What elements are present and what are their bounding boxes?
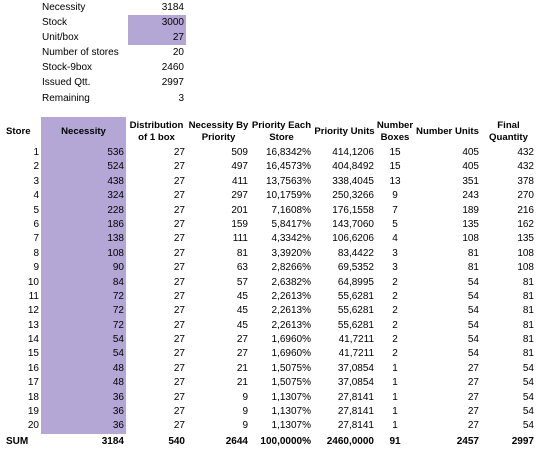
final-quantity-cell[interactable]: 54: [522, 362, 534, 374]
priority-units-cell[interactable]: 250,3266: [332, 190, 374, 202]
priority-units-cell[interactable]: 143,7060: [332, 218, 374, 230]
header-distribution[interactable]: Distribution of 1 box: [129, 119, 184, 143]
parameter-label[interactable]: Necessity: [42, 2, 86, 13]
store-cell[interactable]: 14: [27, 334, 39, 346]
necessity-cell[interactable]: 228: [41, 204, 126, 218]
necessity-by-priority-cell[interactable]: 57: [236, 276, 248, 288]
header-store[interactable]: Store: [6, 125, 31, 137]
parameter-value[interactable]: 27: [128, 30, 186, 45]
necessity-cell[interactable]: 48: [41, 362, 126, 376]
number-units-cell[interactable]: 54: [467, 290, 479, 302]
necessity-cell[interactable]: 72: [41, 304, 126, 318]
table-body: [4, 146, 536, 434]
number-boxes-cell[interactable]: 3: [392, 262, 398, 274]
final-quantity-cell[interactable]: 378: [517, 175, 534, 187]
store-cell[interactable]: 18: [27, 391, 39, 403]
sum-priority-each-store-cell[interactable]: 100,0000%: [260, 435, 311, 447]
distribution-cell[interactable]: 27: [173, 377, 185, 389]
store-cell[interactable]: 10: [27, 276, 39, 288]
priority-units-cell[interactable]: 55,6281: [337, 305, 374, 317]
necessity-cell[interactable]: 54: [41, 347, 126, 361]
priority-units-cell[interactable]: 69,5352: [337, 262, 374, 274]
sum-distribution-cell[interactable]: 540: [168, 435, 185, 447]
table-row: [4, 146, 536, 160]
number-boxes-cell[interactable]: 7: [392, 204, 398, 216]
distribution-table: [4, 117, 536, 449]
priority-units-cell[interactable]: 27,8141: [337, 391, 374, 403]
number-boxes-cell[interactable]: 2: [392, 305, 398, 317]
number-units-cell[interactable]: 54: [467, 319, 479, 331]
number-boxes-cell[interactable]: 1: [392, 406, 398, 418]
header-number-units[interactable]: Number Units: [416, 125, 479, 137]
necessity-cell[interactable]: 138: [41, 232, 126, 246]
priority-each-store-cell[interactable]: 1,5075%: [271, 377, 311, 389]
parameter-value[interactable]: 2997: [161, 77, 184, 89]
distribution-cell[interactable]: 27: [173, 305, 185, 317]
sum-number-boxes-cell[interactable]: 91: [389, 435, 401, 447]
priority-units-cell[interactable]: 55,6281: [337, 319, 374, 331]
necessity-by-priority-cell[interactable]: 21: [236, 362, 248, 374]
necessity-by-priority-cell[interactable]: 45: [236, 290, 248, 302]
necessity-by-priority-cell[interactable]: 27: [236, 334, 248, 346]
final-quantity-cell[interactable]: 81: [522, 319, 534, 331]
final-quantity-cell[interactable]: 54: [522, 377, 534, 389]
distribution-cell[interactable]: 27: [173, 190, 185, 202]
necessity-cell[interactable]: 186: [41, 218, 126, 232]
store-cell[interactable]: 3: [33, 175, 39, 187]
parameter-row: [41, 15, 187, 30]
store-cell[interactable]: 19: [27, 406, 39, 418]
number-units-cell[interactable]: 135: [462, 218, 479, 230]
necessity-by-priority-cell[interactable]: 45: [236, 305, 248, 317]
final-quantity-cell[interactable]: 108: [517, 247, 534, 259]
store-cell[interactable]: 2: [33, 161, 39, 173]
number-units-cell[interactable]: 405: [462, 161, 479, 173]
distribution-cell[interactable]: 27: [173, 334, 185, 346]
priority-units-cell[interactable]: 37,0854: [337, 377, 374, 389]
number-boxes-cell[interactable]: 15: [389, 147, 401, 158]
priority-each-store-cell[interactable]: 2,8266%: [271, 262, 311, 274]
table-row: [4, 247, 536, 261]
number-units-cell[interactable]: 27: [467, 377, 479, 389]
priority-each-store-cell[interactable]: 1,6960%: [271, 348, 311, 360]
necessity-by-priority-cell[interactable]: 9: [242, 420, 248, 432]
header-number-boxes[interactable]: Number Boxes: [376, 119, 414, 143]
priority-each-store-cell[interactable]: 5,8417%: [271, 218, 311, 230]
necessity-by-priority-cell[interactable]: 27: [236, 348, 248, 360]
number-boxes-cell[interactable]: 5: [392, 218, 398, 230]
number-boxes-cell[interactable]: 2: [392, 290, 398, 302]
priority-units-cell[interactable]: 64,8995: [337, 276, 374, 288]
necessity-by-priority-cell[interactable]: 159: [231, 218, 248, 230]
store-cell[interactable]: 20: [27, 420, 39, 432]
final-quantity-cell[interactable]: 81: [522, 290, 534, 302]
distribution-cell[interactable]: 27: [173, 175, 185, 187]
necessity-cell[interactable]: 36: [41, 419, 126, 433]
table-row: [4, 362, 536, 376]
final-quantity-cell[interactable]: 81: [522, 348, 534, 360]
necessity-by-priority-cell[interactable]: 201: [231, 204, 248, 216]
necessity-by-priority-cell[interactable]: 111: [232, 233, 248, 245]
distribution-cell[interactable]: 27: [173, 276, 185, 288]
table-row: [4, 261, 536, 275]
necessity-cell[interactable]: 72: [41, 319, 126, 333]
parameter-row: [41, 75, 187, 90]
necessity-cell[interactable]: 72: [41, 290, 126, 304]
parameters-block: [41, 0, 187, 106]
necessity-by-priority-cell[interactable]: 63: [236, 262, 248, 274]
parameter-label[interactable]: Stock: [42, 17, 68, 29]
priority-each-store-cell[interactable]: 2,2613%: [271, 290, 311, 302]
distribution-cell[interactable]: 27: [173, 362, 185, 374]
necessity-cell[interactable]: 524: [41, 160, 126, 174]
priority-each-store-cell[interactable]: 4,3342%: [271, 233, 311, 245]
necessity-by-priority-cell[interactable]: 497: [231, 161, 248, 173]
header-necessity-label: Necessity: [61, 125, 106, 137]
distribution-cell[interactable]: 27: [173, 290, 185, 302]
necessity-cell[interactable]: 48: [41, 376, 126, 390]
distribution-cell[interactable]: 27: [173, 161, 185, 173]
number-boxes-cell[interactable]: 1: [392, 391, 398, 403]
parameter-label[interactable]: Stock-9box: [42, 62, 93, 74]
distribution-cell[interactable]: 27: [173, 348, 185, 360]
priority-units-cell[interactable]: 176,1558: [332, 204, 374, 216]
priority-each-store-cell[interactable]: 1,1307%: [271, 420, 311, 432]
store-cell[interactable]: 13: [27, 319, 39, 331]
number-boxes-cell[interactable]: 1: [392, 377, 398, 389]
number-boxes-cell[interactable]: 2: [392, 334, 398, 346]
sum-store-cell[interactable]: SUM: [6, 435, 29, 447]
necessity-by-priority-cell[interactable]: 509: [231, 147, 248, 158]
header-priority-each-store[interactable]: Priority Each Store: [251, 119, 312, 143]
number-units-cell[interactable]: 27: [467, 420, 479, 432]
number-boxes-cell[interactable]: 4: [392, 233, 398, 245]
priority-each-store-cell[interactable]: 13,7563%: [265, 175, 311, 187]
priority-each-store-cell[interactable]: 1,1307%: [271, 406, 311, 418]
parameter-label[interactable]: Unit/box: [42, 32, 79, 44]
sum-number-units-cell[interactable]: 2457: [456, 435, 479, 447]
priority-each-store-cell[interactable]: 7,1608%: [271, 204, 311, 216]
store-cell[interactable]: 15: [27, 348, 39, 360]
number-units-cell[interactable]: 351: [462, 175, 479, 187]
number-units-cell[interactable]: 405: [462, 147, 479, 158]
table-header: [4, 117, 536, 146]
final-quantity-cell[interactable]: 81: [522, 276, 534, 288]
priority-each-store-cell[interactable]: 10,1759%: [265, 190, 311, 202]
table-row: [4, 419, 536, 433]
parameter-value[interactable]: 2460: [161, 62, 184, 74]
priority-units-cell[interactable]: 55,6281: [337, 290, 374, 302]
priority-units-cell[interactable]: 27,8141: [337, 406, 374, 418]
necessity-cell[interactable]: 84: [41, 276, 126, 290]
number-units-cell[interactable]: 54: [467, 276, 479, 288]
header-priority-units[interactable]: Priority Units: [314, 125, 375, 137]
table-row: [4, 391, 536, 405]
priority-units-cell[interactable]: 41,7211: [338, 334, 374, 346]
table-row: [4, 304, 536, 318]
table-row: [4, 376, 536, 390]
priority-units-cell[interactable]: 37,0854: [337, 362, 374, 374]
store-cell[interactable]: 16: [27, 362, 39, 374]
number-boxes-cell[interactable]: 1: [392, 420, 398, 432]
necessity-cell[interactable]: 54: [41, 333, 126, 347]
table-row: [4, 232, 536, 246]
number-units-cell[interactable]: 27: [467, 362, 479, 374]
necessity-by-priority-cell[interactable]: 81: [236, 247, 248, 259]
necessity-by-priority-cell[interactable]: 21: [236, 377, 248, 389]
table-row: [4, 175, 536, 189]
final-quantity-cell[interactable]: 54: [522, 420, 534, 432]
priority-each-store-cell[interactable]: 16,4573%: [265, 161, 311, 173]
table-row: [4, 333, 536, 347]
store-cell[interactable]: 11: [28, 290, 39, 302]
table-row: [4, 160, 536, 174]
distribution-cell[interactable]: 27: [173, 247, 185, 259]
header-necessity[interactable]: [41, 117, 126, 146]
sum-row: [4, 434, 536, 449]
table-row: [4, 347, 536, 361]
number-units-cell[interactable]: 54: [467, 305, 479, 317]
store-cell[interactable]: 1: [33, 147, 39, 158]
number-boxes-cell[interactable]: 2: [392, 319, 398, 331]
sum-necessity-cell[interactable]: 3184: [101, 435, 124, 447]
header-final-quantity[interactable]: Final Quantity: [489, 119, 528, 143]
table-row: [4, 189, 536, 203]
priority-units-cell[interactable]: 338,4045: [332, 175, 374, 187]
necessity-cell[interactable]: 324: [41, 189, 126, 203]
sum-final-quantity-cell[interactable]: 2997: [511, 435, 534, 447]
priority-each-store-cell[interactable]: 1,1307%: [271, 391, 311, 403]
final-quantity-cell[interactable]: 432: [517, 147, 534, 158]
priority-each-store-cell[interactable]: 2,2613%: [271, 319, 311, 331]
number-boxes-cell[interactable]: 2: [392, 348, 398, 360]
number-boxes-cell[interactable]: 15: [389, 161, 401, 173]
final-quantity-cell[interactable]: 216: [517, 204, 534, 216]
table-row: [4, 218, 536, 232]
priority-units-cell[interactable]: 414,1206: [332, 147, 374, 158]
number-units-cell[interactable]: 27: [467, 406, 479, 418]
distribution-cell[interactable]: 27: [173, 262, 185, 274]
parameter-label[interactable]: Issued Qtt.: [42, 77, 91, 89]
distribution-cell[interactable]: 27: [173, 147, 185, 158]
number-units-cell[interactable]: 81: [467, 262, 479, 274]
distribution-cell[interactable]: 27: [173, 204, 185, 216]
necessity-cell[interactable]: 536: [41, 146, 126, 160]
necessity-cell[interactable]: 36: [41, 391, 126, 405]
final-quantity-cell[interactable]: 108: [517, 262, 534, 274]
distribution-cell[interactable]: 27: [173, 319, 185, 331]
priority-each-store-cell[interactable]: 2,6382%: [271, 276, 311, 288]
priority-each-store-cell[interactable]: 1,5075%: [271, 362, 311, 374]
store-cell[interactable]: 17: [27, 377, 39, 389]
number-units-cell[interactable]: 108: [462, 233, 479, 245]
header-necessity-by-priority[interactable]: Necessity By Priority: [188, 119, 249, 143]
number-units-cell[interactable]: 189: [462, 204, 479, 216]
number-boxes-cell[interactable]: 9: [392, 190, 398, 202]
priority-each-store-cell[interactable]: 2,2613%: [271, 305, 311, 317]
final-quantity-cell[interactable]: 135: [517, 233, 534, 245]
parameter-row: [41, 0, 187, 15]
store-cell[interactable]: 6: [33, 218, 39, 230]
sum-necessity-by-priority-cell[interactable]: 2644: [225, 435, 248, 447]
priority-units-cell[interactable]: 41,7211: [338, 348, 374, 360]
parameter-label[interactable]: Number of stores: [42, 47, 119, 59]
final-quantity-cell[interactable]: 162: [517, 218, 534, 230]
number-units-cell[interactable]: 27: [467, 391, 479, 403]
sum-priority-units-cell[interactable]: 2460,0000: [326, 435, 374, 447]
parameter-row: [41, 45, 187, 60]
necessity-by-priority-cell[interactable]: 45: [236, 319, 248, 331]
distribution-cell[interactable]: 27: [173, 406, 185, 418]
necessity-cell[interactable]: 438: [41, 175, 126, 189]
necessity-cell[interactable]: 108: [41, 247, 126, 261]
final-quantity-cell[interactable]: 432: [517, 161, 534, 173]
store-cell[interactable]: 4: [33, 190, 39, 202]
number-boxes-cell[interactable]: 13: [389, 175, 401, 187]
priority-units-cell[interactable]: 83,4422: [337, 247, 374, 259]
store-cell[interactable]: 5: [33, 204, 39, 216]
number-units-cell[interactable]: 54: [467, 348, 479, 360]
distribution-cell[interactable]: 27: [173, 391, 185, 403]
number-boxes-cell[interactable]: 1: [392, 362, 398, 374]
priority-each-store-cell[interactable]: 1,6960%: [271, 334, 311, 346]
priority-units-cell[interactable]: 106,6206: [332, 233, 374, 245]
number-boxes-cell[interactable]: 3: [392, 247, 398, 259]
table-row: [4, 204, 536, 218]
necessity-cell[interactable]: 90: [41, 261, 126, 275]
parameter-value[interactable]: 20: [172, 47, 184, 59]
distribution-cell[interactable]: 27: [173, 233, 185, 245]
store-cell[interactable]: 12: [27, 305, 39, 317]
priority-each-store-cell[interactable]: 3,3920%: [271, 247, 311, 259]
store-cell[interactable]: 8: [33, 247, 39, 259]
final-quantity-cell[interactable]: 81: [522, 305, 534, 317]
necessity-by-priority-cell[interactable]: 411: [232, 175, 248, 187]
table-row: [4, 319, 536, 333]
necessity-by-priority-cell[interactable]: 9: [242, 406, 248, 418]
number-units-cell[interactable]: 243: [462, 190, 479, 202]
final-quantity-cell[interactable]: 54: [522, 406, 534, 418]
number-units-cell[interactable]: 54: [467, 334, 479, 346]
parameter-value[interactable]: 3184: [161, 2, 184, 13]
necessity-cell[interactable]: 36: [41, 405, 126, 419]
distribution-cell[interactable]: 27: [173, 420, 185, 432]
distribution-cell[interactable]: 27: [173, 218, 185, 230]
parameter-row: [41, 60, 187, 75]
priority-units-cell[interactable]: 404,8492: [332, 161, 374, 173]
number-boxes-cell[interactable]: 2: [392, 276, 398, 288]
parameter-value[interactable]: 3000: [128, 15, 186, 30]
priority-units-cell[interactable]: 27,8141: [337, 420, 374, 432]
parameter-value[interactable]: 3: [178, 92, 184, 104]
table-row: [4, 405, 536, 419]
table-row: [4, 290, 536, 304]
necessity-by-priority-cell[interactable]: 9: [242, 391, 248, 403]
priority-each-store-cell[interactable]: 16,8342%: [265, 147, 311, 158]
parameter-row: [41, 30, 187, 45]
table-row: [4, 276, 536, 290]
final-quantity-cell[interactable]: 54: [522, 391, 534, 403]
store-cell[interactable]: 7: [33, 233, 39, 245]
necessity-by-priority-cell[interactable]: 297: [231, 190, 248, 202]
final-quantity-cell[interactable]: 270: [517, 190, 534, 202]
parameter-row: [41, 91, 187, 106]
number-units-cell[interactable]: 81: [467, 247, 479, 259]
final-quantity-cell[interactable]: 81: [522, 334, 534, 346]
store-cell[interactable]: 9: [33, 262, 39, 274]
parameter-label[interactable]: Remaining: [42, 92, 90, 104]
